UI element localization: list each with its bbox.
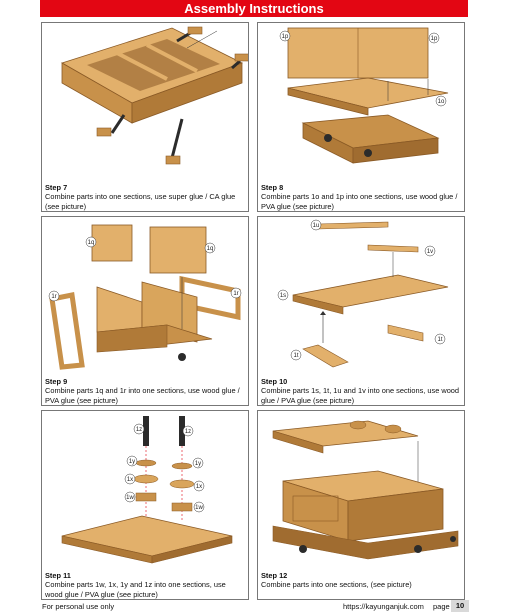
- callout-label: 1v: [426, 249, 434, 255]
- callout-label: 1y: [128, 459, 136, 465]
- page-footer: [0, 600, 510, 612]
- step-7-caption: [45, 183, 245, 211]
- step-10-illustration: [258, 217, 464, 375]
- step-9-panel: [41, 216, 249, 406]
- step-8-illustration: [258, 23, 464, 181]
- callout-label: 1u: [312, 223, 320, 229]
- step-12-caption: [261, 571, 461, 590]
- page-title-banner: [40, 0, 468, 17]
- page-number: 10: [451, 600, 469, 612]
- callout-label: 1w: [195, 505, 203, 511]
- step-9-title: Step 9: [45, 377, 68, 386]
- step-7-text: Combine parts into one sections, use super glue / CA glue (see picture): [45, 192, 236, 211]
- step-10-text: Combine parts 1s, 1t, 1u and 1v into one sections, use wood glue / PVA glue (see picture): [261, 386, 460, 405]
- step-7-panel: [41, 22, 249, 212]
- callout-label: 1q: [87, 240, 95, 246]
- callout-label: 1q: [206, 246, 214, 252]
- step-12-text: Combine parts into one sections, (see picture): [261, 580, 412, 590]
- step-9-text: Combine parts 1q and 1r into one sections, use wood glue / PVA glue (see picture): [45, 386, 240, 405]
- step-11-illustration: [42, 411, 248, 569]
- callout-label: 1y: [194, 461, 202, 467]
- step-8-title: Step 8: [261, 183, 284, 192]
- page-title: Assembly Instructions: [184, 1, 324, 16]
- step-12-illustration: [258, 411, 464, 569]
- callout-label: 1x: [126, 477, 134, 483]
- step-11-title: Step 11: [45, 571, 71, 580]
- callout-label: 1s: [279, 293, 287, 299]
- callout-label: 1z: [135, 427, 143, 433]
- callout-label: 1z: [184, 429, 192, 435]
- footer-note: For personal use only: [42, 602, 115, 611]
- step-9-illustration: [42, 217, 248, 375]
- step-8-caption: [261, 183, 461, 211]
- callout-label: 1o: [437, 99, 445, 105]
- callout-label: 1x: [195, 484, 203, 490]
- callout-label: 1w: [126, 495, 134, 501]
- step-11-panel: [41, 410, 249, 600]
- step-9-caption: [45, 377, 245, 405]
- step-10-title: Step 10: [261, 377, 288, 386]
- step-10-caption: [261, 377, 461, 405]
- callout-label: 1t: [293, 353, 299, 359]
- step-11-text: Combine parts 1w, 1x, 1y and 1z into one sections, use wood glue / PVA glue (see picture): [45, 580, 226, 599]
- step-12-panel: [257, 410, 465, 600]
- step-11-caption: [45, 571, 245, 599]
- step-12-title: Step 12: [261, 571, 288, 580]
- step-7-illustration: [42, 23, 248, 181]
- footer-url[interactable]: https://kayunganjuk.com: [343, 602, 424, 611]
- step-8-text: Combine parts 1o and 1p into one sections, use wood glue / PVA glue (see picture): [261, 192, 458, 211]
- callout-label: 1p: [430, 36, 438, 42]
- callout-label: 1p: [281, 34, 289, 40]
- step-8-panel: [257, 22, 465, 212]
- page-label: page: [433, 602, 450, 611]
- step-7-title: Step 7: [45, 183, 68, 192]
- callout-label: 1r: [233, 291, 239, 297]
- callout-label: 1r: [51, 294, 57, 300]
- callout-label: 1t: [437, 337, 443, 343]
- step-10-panel: [257, 216, 465, 406]
